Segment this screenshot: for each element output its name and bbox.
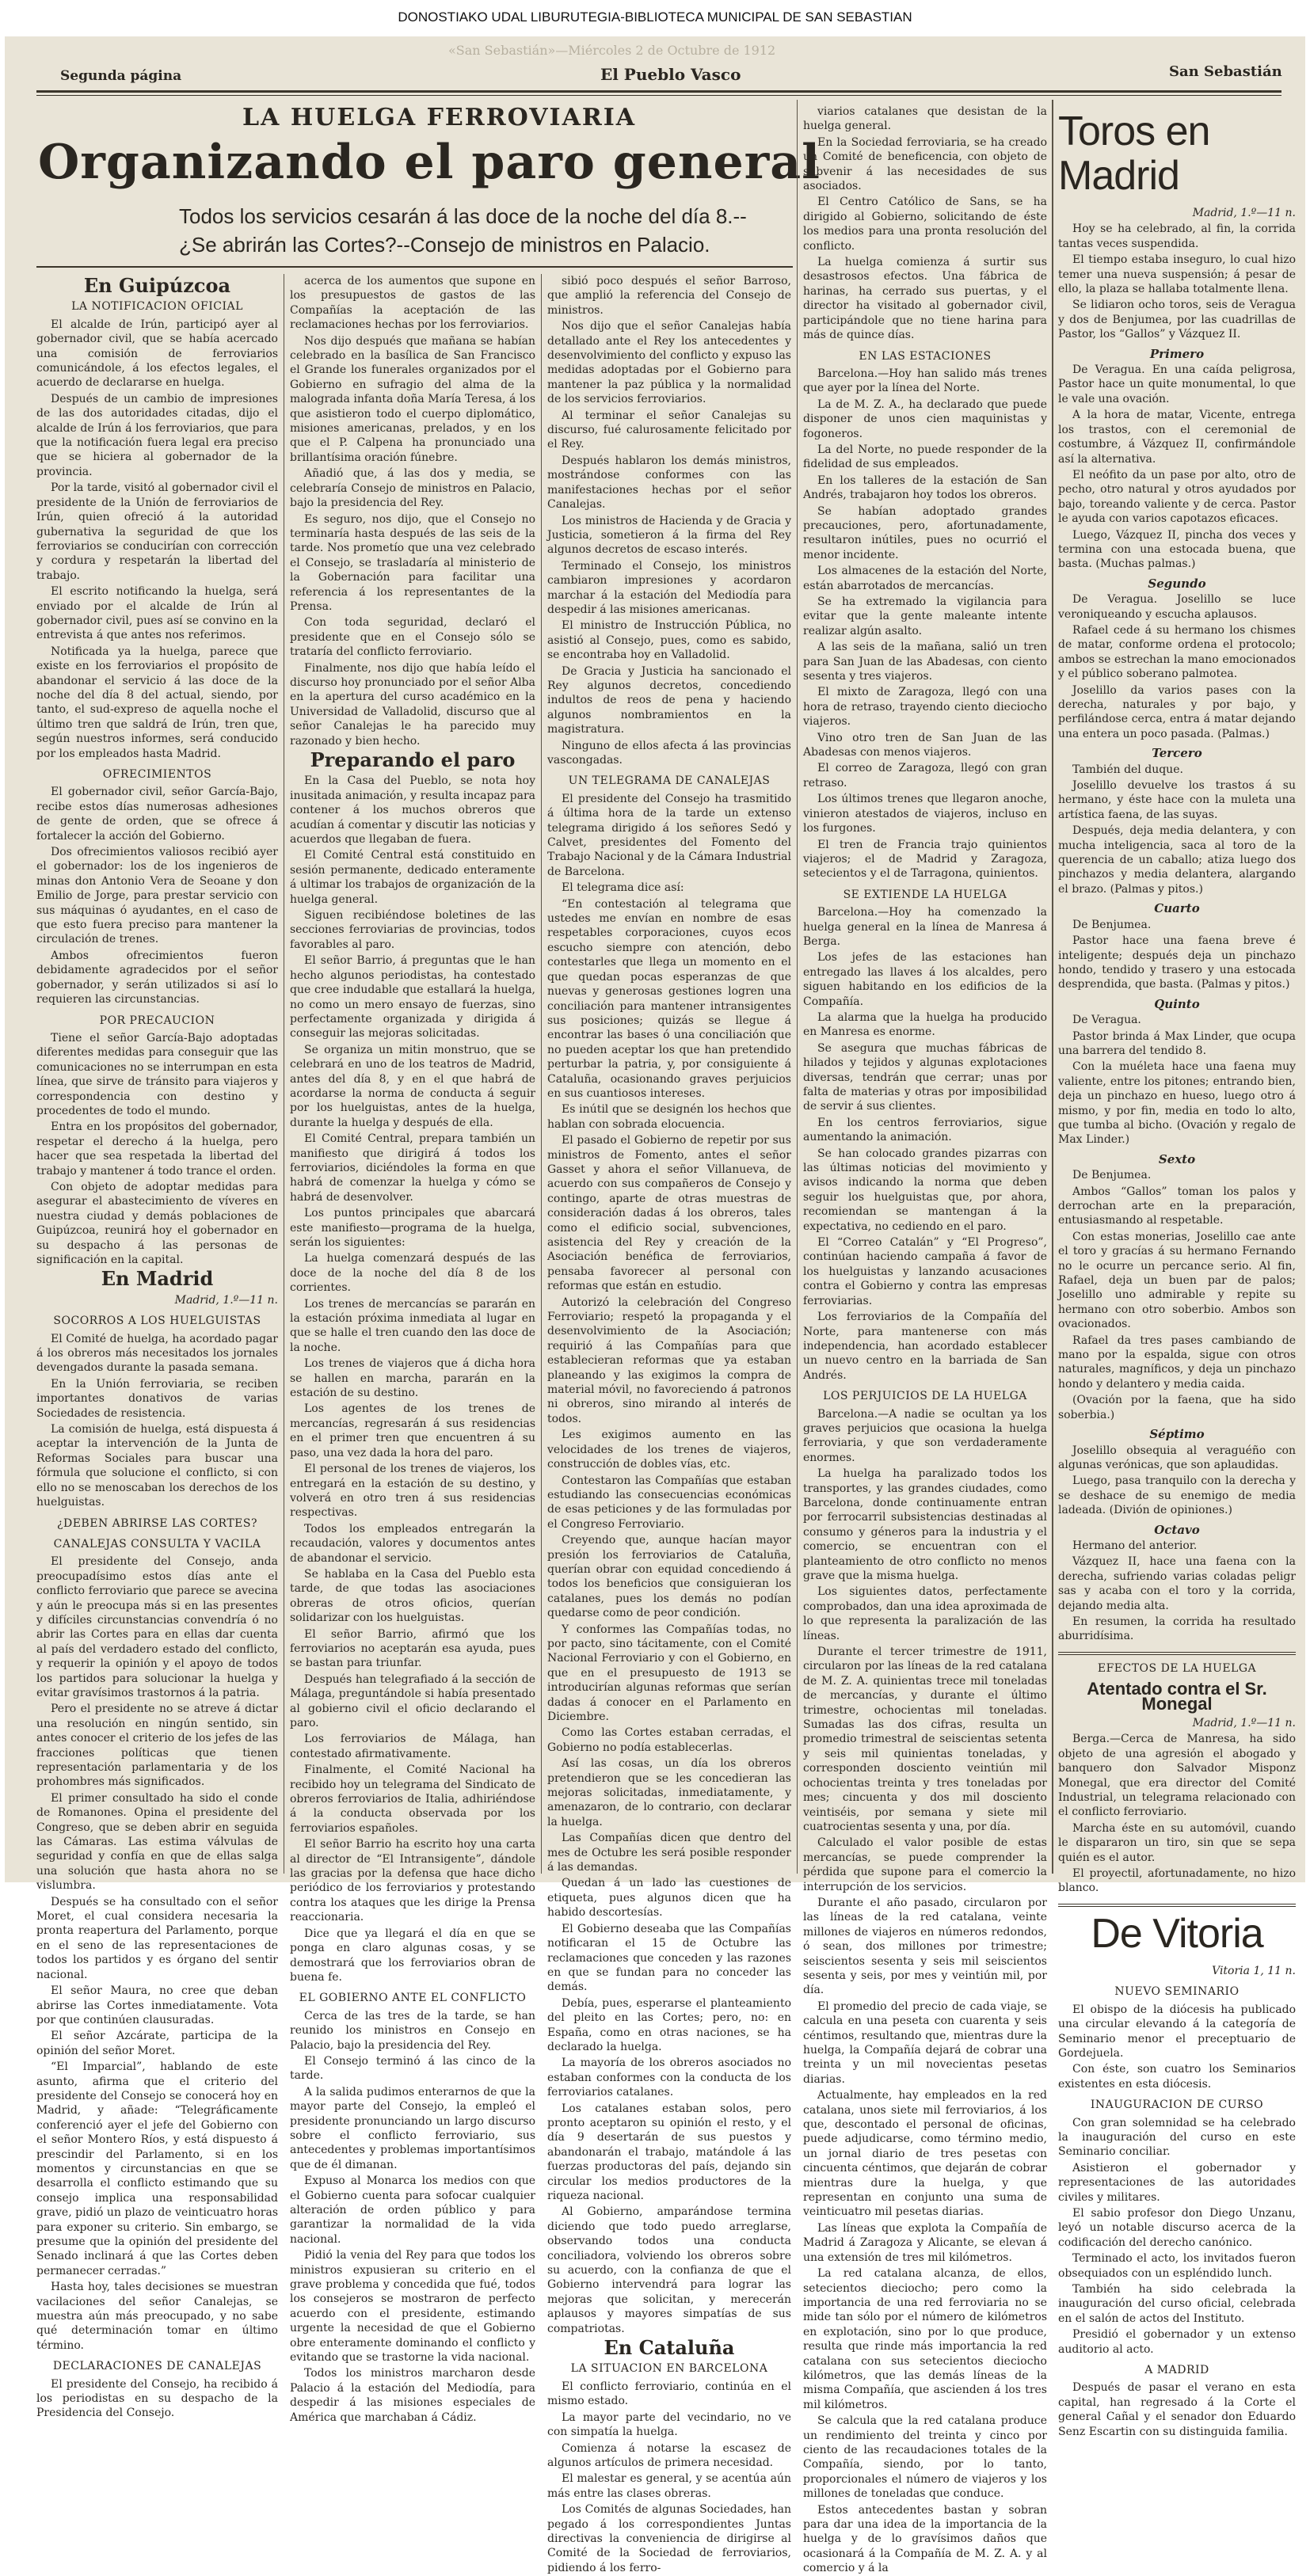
paragraph: Las líneas que explota la Compañía de Madrid á Zaragoza y Alicante, se elevan á una extensión de tres mil kilómetros. [803, 2221, 1047, 2264]
archive-banner: DONOSTIAKO UDAL LIBURUTEGIA-BIBLIOTECA MUNICIPAL DE SAN SEBASTIAN [0, 0, 1310, 35]
dateline: Madrid, 1.º—11 n. [1192, 1717, 1296, 1729]
paragraph: Ambos ofrecimientos fueron debidamente agradecidos por el señor gobernador, y serán utilizados si así lo requieren las circunstancias. [36, 949, 278, 1006]
paragraph: Presidió el gobernador y un extenso auditorio al acto. [1058, 2328, 1296, 2356]
dateline: Madrid, 1.º—11 n. [174, 1293, 278, 1307]
paragraph: Los Comités de algunas Sociedades, han pegado á los correspondientes Juntas directivas la conveniencia de dirigirse al Comité de la Sociedad de ferroviarios, pidiendo á los ferro- [547, 2503, 791, 2574]
paragraph: La huelga comenzará después de las doce de la noche del día 8 de los corrientes. [290, 1252, 535, 1295]
dateline: Madrid, 1.º—11 n. [1192, 207, 1296, 219]
paragraph: Se han colocado grandes pizarras con las últimas noticias del movimiento y avisos indicando la norma que deben seguir los huelguistas que, por ahora, recomiendan se mantengan á la expectativa, no cediendo en el paro. [803, 1147, 1047, 1233]
paragraph: Se asegura que muchas fábricas de hilados y tejidos y algunas explotaciones diversas, tendrán que cerrar; unas por falta de materias y otras por imposibilidad de servir á sus clientes. [803, 1041, 1047, 1113]
paragraph: Y conformes las Compañías todas, no por pacto, sino tácitamente, con el Comité Nacional Ferroviario y con el Gobierno, en que en el presupuesto de 1913 se introducirían algunas reformas que serían dadas á conocer en el Parlamento en Diciembre. [547, 1623, 791, 1723]
paragraph: Como las Cortes estaban cerradas, el Gobierno no podía establecerlas. [547, 1726, 791, 1754]
paragraph: Creyendo que, aunque hacían mayor presión los ferroviarios de Cataluña, querían obrar con equidad concediendo á todos los beneficios que consiguieran los catalanes, pues los demás no podían quedarse como de peor condición. [547, 1534, 791, 1620]
paragraph: Barcelona.—Hoy han salido más trenes que ayer por la línea del Norte. [803, 367, 1047, 395]
paragraph: El obispo de la diócesis ha publicado una circular elevando á la categoría de Seminario menor el preceptuario de Gordejuela. [1058, 2003, 1296, 2060]
paragraph: Añadió que, á las dos y media, se celebraría Consejo de ministros en Palacio, bajo la presidencia del Rey. [290, 467, 535, 510]
paragraph: El primer consultado ha sido el conde de Romanones. Opina el presidente del Congreso, que se deben abrir en seguida las Cámaras. Las estima válvulas de seguridad y confía en que de ellas salga una solución que hasta ahora no se vislumbra. [36, 1791, 278, 1893]
lead-kicker: LA HUELGA FERROVIARIA [242, 104, 637, 131]
paragraph: Hoy se ha celebrado, al fin, la corrida tantas veces suspendida. [1058, 223, 1296, 250]
paragraph: Se hablaba en la Casa del Pueblo esta tarde, de que todas las asociaciones obreras de otros oficios, querían solidarizar con los huelguistas. [290, 1567, 535, 1625]
paragraph: Se organiza un mitin monstruo, que se celebrará en uno de los teatros de Madrid, antes del día 8, y en el que habrá de acordarse la norma de conducta á seguir por los huelguistas, antes de la huelga, durante la huelga y después de ella. [290, 1043, 535, 1129]
paragraph: El Centro Católico de Sans, se ha dirigido al Gobierno, solicitando de éste los medios para una pronta resolución del conflicto. [803, 196, 1047, 253]
paragraph: Finalmente, nos dijo que había leído el discurso hoy pronunciado por el señor Alba en la apertura del curso académico en la Universidad de Valladolid, discurso que al señor Canalejas le ha parecido muy razonado y bien hecho. [290, 661, 535, 748]
paragraph: Vázquez II, hace una faena con la derecha, sufriendo varias coladas peligr sas y acaba con el toro y la corrida, dejando media alta. [1058, 1555, 1296, 1612]
paragraph: El personal de los trenes de viajeros, los entregará en la estación de su destino, y volverá en otro tren á sus residencias respectivas. [290, 1463, 535, 1520]
paragraph: viarios catalanes que desistan de la huelga general. [803, 105, 1047, 133]
paragraph: La mayoría de los obreros asociados no estaban conformes con la conducta de los ferroviarios catalanes. [547, 2057, 791, 2099]
paragraph: Después han telegrafiado á la sección de Málaga, preguntándole si había presentado al gobierno civil el oficio declarando el paro. [290, 1672, 535, 1729]
paragraph: El señor Barrio, á preguntas que le han hecho algunos periodistas, ha contestado que cree indudable que estallará la huelga, no como un mero ensayo de fuerzas, sino perfectamente organizada y dirigida á conseguir las mejoras solicitadas. [290, 954, 535, 1041]
paragraph: Los trenes de viajeros que á dicha hora se hallen en marcha, pararán en la estación de su destino. [290, 1357, 535, 1400]
paragraph: Al Gobierno, amparándose termina diciendo que todo puedo arreglarse, observando todos una conducta conciliadora, volviendo los obreros sobre su acuerdo, con la confianza de que el Gobierno intervendrá para lograr las mejoras que solicitan, y merecerán aplausos y mayores simpatías de sus compatriotas. [547, 2205, 791, 2335]
section-heading-vitoria: De Vitoria [1091, 1910, 1263, 1957]
header-ghost-text: «San Sebastián»—Miércoles 2 de Octubre de 1912 [448, 43, 776, 58]
lead-deck-2: ¿Se abrirán las Cortes?--Consejo de ministros en Palacio. [179, 233, 710, 257]
section-heading: Preparando el paro [310, 748, 516, 771]
paragraph: El presidente del Consejo, ha recibido á los periodistas en su despacho de la Presidencia del Consejo. [36, 2377, 278, 2420]
paragraph: Los jefes de las estaciones han entregado las llaves á los alcaldes, pero siguen habitando en los edificios de la Compañía. [803, 951, 1047, 1008]
paragraph: Los trenes de mercancías se pararán en la estación próxima inmediata al lugar en que se halle el tren cuando den las doce de la noche. [290, 1297, 535, 1354]
section-heading: En Guipúzcoa [83, 274, 231, 297]
paragraph: La mayor parte del vecindario, no ve con simpatía la huelga. [547, 2410, 791, 2439]
paragraph: Nos dijo después que mañana se habían celebrado en la basílica de San Francisco el Grande los funerales organizados por el Gobierno en sufragio del alma de la malograda infanta doña María Teresa, á los que asistieron todo el cuerpo diplomático, misiones americanas, prelados, y en los que el P. Calpena ha pronunciado una brillantísima oración fúnebre. [290, 334, 535, 464]
subheading: OFRECIMIENTOS [102, 768, 212, 781]
paragraph: Ambos “Gallos” toman los palos y derrochan arte en la preparación, entusiasmando al respetable. [1058, 1185, 1296, 1227]
paragraph: A la salida pudimos enterarnos de que la mayor parte del Consejo, la empleó el presidente pronunciando un largo discurso sobre el conflicto ferroviario, sus antecedentes y problemas importantísimos que de él dimanan. [290, 2085, 535, 2171]
paragraph: Ninguno de ellos afecta á las provincias vascongadas. [547, 739, 791, 767]
paragraph: Se lidiaron ocho toros, seis de Veragua y dos de Benjumea, por las cuadrillas de Pastor, los “Gallos” y Vázquez II. [1058, 299, 1296, 341]
section-divider [1058, 1904, 1296, 1907]
paragraph: Con estas monerias, Joselillo cae ante el toro y gracías á su hermano Fernando no le ocurre un percance serio. Al fin, Rafael, deja un buen par de palos; Joselillo uno admirable y repite su hermano con otro soberbio. Ambos son ovacionados. [1058, 1230, 1296, 1331]
paragraph: Asistieron el gobernador y representaciones de las autoridades civiles y militares. [1058, 2161, 1296, 2204]
paragraph: Todos los ministros marcharon desde Palacio á la estación del Mediodía, para despedir á las misiones especiales de América que marchaban á Cádiz. [290, 2367, 535, 2424]
subheading: CANALEJAS CONSULTA Y VACILA [53, 1537, 261, 1551]
column-2 [290, 274, 535, 2424]
paragraph: Es inútil que se designén los hechos que hablan con sobrada elocuencia. [547, 1103, 791, 1131]
header-rule [36, 90, 1281, 93]
paragraph: Finalmente, el Comité Nacional ha recibido hoy un telegrama del Sindicato de obreros ferroviarios de Italia, adhiriéndose á la conducta observada por los ferroviarios españoles. [290, 1764, 535, 1835]
paragraph: Los agentes de los trenes de mercancías, regresarán á sus residencias en el primer tren que encuentren á su paso, una vez dada la hora del paro. [290, 1402, 535, 1459]
paragraph: Todos los empleados entregarán la recaudación, valores y documentos antes de abandonar el servicio. [290, 1522, 535, 1565]
paragraph: Berga.—Cerca de Manresa, ha sido objeto de una agresión el abogado y banquero don Salvador Misponz Monegal, que era director del Comité Industrial, un telegrama relacionado con el conflicto ferroviario. [1058, 1733, 1296, 1819]
paragraph: Comienza á notarse la escasez de algunos artículos de primera necesidad. [547, 2441, 791, 2469]
subheading: LA SITUACION EN BARCELONA [570, 2362, 768, 2376]
paragraph: Durante el tercer trimestre de 1911, circularon por las líneas de la red catalana de M. Z. A. quinientas trece mil toneladas de mercancías, y durante el último trimestre, ochocientas mil toneladas. Sumadas las dos cifras, resulta un promedio trimestral de seiscientas setenta y seis mil quinientas toneladas, y corresponden dosciento veintiún mil ochocientas treinta y tres toneladas por mes; cincuenta y dos mil dosciento veintiséis, por semana y siete mil cuatrocientas sesenta y una, por día. [803, 1646, 1047, 1833]
paragraph: Joselillo devuelve los trastos á su hermano, y éste hace con la muleta una artística faena, de las suyas. [1058, 779, 1296, 821]
subheading: EL GOBIERNO ANTE EL CONFLICTO [299, 1992, 527, 2005]
paragraph: La de M. Z. A., ha declarado que puede disponer de unos cien maquinistas y fogoneros. [803, 398, 1047, 440]
paragraph: “El Imparcial”, hablando de este asunto, afirma que el criterio del presidente del Consejo se conocerá hoy en Madrid, y añade: “Telegráficamente conferenció ayer el jefe del Gobierno con el señor Montero Ríos, y está dispuesto á prescindir del Parlamento, si en los momentos y circunstancias en que se desarrolla el conflicto estimando que su consejo implica una responsabilidad grave, pidió un plazo de veinticuatro horas para exponer su criterio. Sin embargo, se presume que la opinión del presidente del Senado inclinará á que las Cortes deben permanecer cerradas.” [36, 2060, 278, 2277]
paragraph: El Gobierno deseaba que las Compañías notificaran el 15 de Octubre las reclamaciones que conceden y las razones en que se fundan para no conceder las demás. [547, 1922, 791, 1994]
subheading: LA NOTIFICACION OFICIAL [71, 300, 243, 314]
paragraph: Dice que ya llegará el día en que se ponga en claro algunas cosas, y se demostrará que los ferroviarios obran de buena fe. [290, 1927, 535, 1984]
subheading: LOS PERJUICIOS DE LA HUELGA [823, 1390, 1027, 1403]
paragraph: El correo de Zaragoza, llegó con gran retraso. [803, 762, 1047, 790]
paragraph: Notificada ya la huelga, parece que existe en los ferroviarios el propósito de abandonar el servicio á las doce de la noche del día 8 del actual, siendo, por tanto, el sud-expreso de aquella noche el último tren que saldrá de Irún, tren que, según nuestros informes, será conducido por los empleados hasta Madrid. [36, 645, 278, 760]
paragraph: Los ferroviarios de Málaga, han contestado afirmativamente. [290, 1733, 535, 1760]
column-rule [1052, 100, 1053, 1874]
paragraph: La red catalana alcanza, de ellos, setecientos dieciocho; pero como la importancia de una red ferroviaria no se mide tan sólo por el número de kilómetros en explotación, sino por lo que produce, resulta que rinde más importancia la red catalana con sus setecientos dieciocho kilómetros, que las demás líneas de la misma Compañía, que ascienden á los tres mil kilómetros. [803, 2267, 1047, 2411]
paragraph: Joselillo da varios pases con la derecha, naturales y por bajo, y perfilándose cerca, entra á matar dejando una entera un poco pasada. (Palmas.) [1058, 683, 1296, 740]
paragraph: Con toda seguridad, declaró el presidente que en el Consejo sólo se trataría del conflicto ferroviario. [290, 616, 535, 659]
paragraph: También ha sido celebrada la inauguración del curso oficial, celebrada en el salón de actos del Instituto. [1058, 2283, 1296, 2325]
subheading: EFECTOS DE LA HUELGA [1097, 1661, 1257, 1675]
paragraph: El Comité de huelga, ha acordado pagar á los obreros más necesitados los jornales devengados durante la pasada semana. [36, 1332, 278, 1375]
column-3 [547, 274, 791, 2574]
paragraph: “En contestación al telegrama que ustedes me envían en nombre de esas respetables corporaciones, cuyos ecos escucho siempre con atención, debo contestarles que llega un momento en el que quedan pocas esperanzas de que nuevas y generosas gestiones logren una conciliación para mantener intransigentes sus posiciones; quizás se llegue á encontrar las bases ó una conciliación que no pueden aceptar los que han pretendido perturbar la patria, y, por consiguiente á Cataluña, ocasionando graves perjuicios en sus cuantiosos intereses. [547, 897, 791, 1100]
paragraph: El Consejo terminó á las cinco de la tarde. [290, 2054, 535, 2083]
paragraph: El tiempo estaba inseguro, lo cual hizo temer una nueva suspensión; á pesar de ello, la plaza se hallaba totalmente llena. [1058, 253, 1296, 296]
paragraph: Pidió la venia del Rey para que todos los ministros expusieran su criterio en el grave problema y concedida que fué, todos los consejeros se mostraron de perfecto acuerdo con el presidente, estimando urgente la necesidad de que el Gobierno obre enteramente dominando el conflicto y evitando que se trastorne la vida nacional. [290, 2249, 535, 2365]
paragraph: Hermano del anterior. [1072, 1539, 1198, 1552]
paragraph: Quedan á un lado las cuestiones de etiqueta, pues algunos dicen que ha habido descortesías. [547, 1877, 791, 1920]
paragraph: Por la tarde, visitó al gobernador civil el presidente de la Unión de ferroviarios de Irún, quien ofreció á la autoridad gubernativa la seguridad de que los ferroviarios se conducirían con corrección y cordura y respetarán la libertad del trabajo. [36, 481, 278, 582]
paragraph: Con éste, son cuatro los Seminarios existentes en esta diócesis. [1058, 2063, 1296, 2091]
bull-heading: Octavo [1154, 1522, 1200, 1537]
paragraph: Joselillo obsequia al veraguéño con algunas verónicas, que son aplaudidas. [1058, 1444, 1296, 1471]
paragraph: Pastor brinda á Max Linder, que ocupa una barrera del tendido 8. [1058, 1029, 1296, 1057]
column-rule [797, 100, 798, 1874]
paragraph: Pero el presidente no se atreve á dictar una resolución en ningún sentido, sin antes conocer el criterio de los jefes de las fracciones políticas que tienen representación parlamentaria y de los prohombres más significados. [36, 1703, 278, 1789]
paragraph: Barcelona.—A nadie se ocultan ya los graves perjuicios que ocasiona la huelga ferroviaria, y que son verdaderamente enormes. [803, 1407, 1047, 1464]
paragraph: La comisión de huelga, está dispuesta á aceptar la intervención de la Junta de Reformas Sociales para buscar una fórmula que solucione el conflicto, si con ello no se menoscaban los derechos de los huelguistas. [36, 1423, 278, 1509]
paragraph: Siguen recibiéndose boletines de las secciones ferroviarias de provincias, todos favorables al paro. [290, 909, 535, 951]
paragraph: Es seguro, nos dijo, que el Consejo no terminaría hasta después de las seis de la tarde. Nos prometío que una vez celebrado el Consejo, se trasladaría al ministerio de la Gobernación para facilitar una referencia á los representantes de la Prensa. [290, 512, 535, 613]
paragraph: Barcelona.—Hoy ha comenzado la huelga general en la línea de Manresa á Berga. [803, 906, 1047, 948]
paragraph: El telegrama dice así: [562, 881, 684, 895]
paragraph: El proyectil, afortunadamente, no hizo blanco. [1058, 1867, 1296, 1895]
paragraph: De Veragua. [1072, 1014, 1141, 1027]
paragraph: Después se ha consultado con el señor Moret, el cual considera necesaria la pronta reapertura del Parlamento, porque en el seno de las representaciones de todos los partidos y es órgano del sentir nacional. [36, 1895, 278, 1981]
subheading: SE EXTIENDE LA HUELGA [843, 888, 1007, 901]
page-header [5, 36, 1305, 98]
paragraph: De Benjumea. [1072, 918, 1152, 931]
paragraph: El ministro de Instrucción Pública, no asistió al Consejo, pues, como es sabido, se encontraba hoy en Valladolid. [547, 619, 791, 662]
paragraph: Les exigimos aumento en las velocidades de los trenes de viajeros, construcción de dobles vías, etc. [547, 1429, 791, 1471]
paragraph: En la Unión ferroviaria, se reciben importantes donativos de varias Sociedades de resistencia. [36, 1377, 278, 1420]
paragraph: Cerca de las tres de la tarde, se han reunido los ministros en Consejo en Palacio, bajo la presidencia del Rey. [290, 2009, 535, 2052]
paragraph: Debía, pues, esperarse el planteamiento del pleito en las Cortes; pero, no: en España, como en otras naciones, se ha declarado la huelga. [547, 1996, 791, 2053]
paragraph: Después de un cambio de impresiones de las dos autoridades citadas, dijo el alcalde de Irún á los ferroviarios, que para que la notificación fuera legal era preciso que se hiciera al gobernador de la provincia. [36, 392, 278, 478]
newspaper-page [5, 36, 1305, 2575]
paragraph: En los centros ferroviarios, sigue aumentando la animación. [803, 1116, 1047, 1144]
paragraph: Así las cosas, un día los obreros pretendieron que se les concedieran las mejoras solicitadas, inmediatamente, y amenazaron, de lo contrario, con declarar la huelga. [547, 1757, 791, 1828]
lead-headline: Organizando el paro general [38, 135, 821, 190]
paragraph: El señor Maura, no cree que deban abrirse las Cortes inmediatamente. Vota por que continúen clausuradas. [36, 1984, 278, 2026]
paragraph: Luego, Vázquez II, pincha dos veces y termina con una estocada buena, que basta. (Muchas palmas.) [1058, 528, 1296, 571]
paragraph: Después, deja media delantera, y con mucha inteligencia, saca al toro de la querencia de un caballo; atiza luego dos pinchazos y media delantera, alargando el brazo. (Palmas y pitos.) [1058, 824, 1296, 896]
paragraph: Hasta hoy, tales decisiones se muestran vacilaciones del señor Canalejas, se muestra aún más preocupado, y no sabe qué determinación tomar en último término. [36, 2281, 278, 2352]
paragraph: El señor Azcárate, participa de la opinión del señor Moret. [36, 2030, 278, 2057]
paragraph: Se ha extremado la vigilancia para evitar que la gente maleante intente realizar algún asalto. [803, 595, 1047, 637]
column-rule [541, 274, 542, 1874]
paragraph: De Gracia y Justicia ha sancionado el Rey algunos decretos, concediendo indultos de reos de pena y haciendo algunos nombramientos en la magistratura. [547, 664, 791, 736]
paragraph: Estos antecedentes bastan y sobran para dar una idea de la importancia de la huelga y de lo gravísimos daños que ocasionará á la Compañía de M. Z. A. y al comercio y á la [803, 2503, 1047, 2575]
paragraph: El presidente del Consejo ha trasmitido á última hora de la tarde un extenso telegrama dirigido á los señores Sedó y Calvet, presidentes del Fomento del Trabajo Nacional y de la Cámara Industrial de Barcelona. [547, 792, 791, 878]
paragraph: En la Sociedad ferroviaria, se ha creado un Comité de beneficencia, con objeto de subvenir á las necesidades de sus asociados. [803, 135, 1047, 193]
paragraph: En la Casa del Pueblo, se nota hoy inusitada animación, y resulta incapaz para contener á los muchos obreros que acudían á comentar y discutir las noticias y acuerdos que llegaban de fuera. [290, 774, 535, 847]
paragraph: El sabio profesor don Diego Unzanu, leyó un notable discurso acerca de la codificación del derecho canónico. [1058, 2206, 1296, 2249]
paragraph: Terminado el Consejo, los ministros cambiaron impresiones y acordaron marchar á la estación del Mediodía para despedir á las misiones americanas. [547, 559, 791, 616]
paragraph: El Comité Central está constituido en sesión permanente, dedicado enteramente á ultimar los trabajos de organización de la huelga general. [290, 849, 535, 906]
paragraph: El presidente del Consejo, anda preocupadísimo estos días ante el conflicto ferroviario que parece se avecina y aún le preocupa más si en las presentes y difíciles circunstancias convendría ó no abrir las Cortes para en ellas dar cuenta al país del verdadero estado del conflicto, y requerir la opinión y el apoyo de todos los partidos para solucionar la huelga y evitar gravísimos trastornos á la patria. [36, 1555, 278, 1699]
paragraph: También del duque. [1072, 763, 1183, 776]
section-heading: En Madrid [101, 1267, 214, 1291]
paragraph: El neófito da un pase por alto, otro de pecho, otro natural y otros ayudados por bajo, toreando valiente y de cerca. Pastor le ayuda con varios capotazos eficaces. [1058, 468, 1296, 526]
paragraph: Se habían adoptado grandes precauciones, pero, afortunadamente, resultaron inútiles, pues no ocurrió el menor incidente. [803, 504, 1047, 561]
paragraph: Autorizó la celebración del Congreso Ferroviario; respetó la propaganda y el desenvolvimiento de la Asociación; requirió á las Compañías para que establecieran reformas que ya estaban planeando y las exigimos la compra de material móvil, no favoreciendo á patronos ni obreros, sino mirando al interés de todos. [547, 1296, 791, 1425]
paragraph: Contestaron las Compañías que estaban estudiando las consecuencias económicas de esas peticiones y de las formuladas por el Congreso Ferroviario. [547, 1474, 791, 1531]
paragraph: Expuso al Monarca los medios con que el Gobierno cuenta para sofocar cualquier alteración de orden público y para garantizar la normalidad de la vida nacional. [290, 2175, 535, 2246]
paragraph: Con gran solemnidad se ha celebrado la inauguración del curso en este Seminario conciliar. [1058, 2116, 1296, 2159]
paragraph: sibió poco después el señor Barroso, que amplió la referencia del Consejo de ministros. [547, 275, 791, 317]
paragraph: El mixto de Zaragoza, llegó con una hora de retraso, trayendo ciento dieciocho viajeros. [803, 686, 1047, 729]
bull-heading: Quinto [1154, 996, 1200, 1011]
paragraph: Los almacenes de la estación del Norte, están abarrotados de mercancías. [803, 565, 1047, 592]
dateline: Vitoria 1, 11 n. [1212, 1964, 1296, 1977]
paragraph: La huelga comienza á surtir sus desastrosos efectos. Una fábrica de harinas, ha cerrado sus puertas, y el director ha visitado al gobernador civil, participándole que no tiene harina para más de quince días. [803, 256, 1047, 342]
paragraph: En los talleres de la estación de San Andrés, trabajaron hoy todos los obreros. [803, 474, 1047, 502]
paragraph: El conflicto ferroviario, continúa en el mismo estado. [547, 2380, 791, 2408]
paragraph: Dos ofrecimientos valiosos recibió ayer el gobernador: los de los ingenieros de minas don Antonio Vera de Seoane y don Emilio de Jorge, para prestar servicio con sus máquinas ó ayudantes, en el caso de que esto fuera preciso para mantener la circulación de trenes. [36, 846, 278, 946]
subheading: NUEVO SEMINARIO [1114, 1985, 1240, 1999]
subheading: UN TELEGRAMA DE CANALEJAS [568, 774, 771, 788]
paragraph: (Ovación por la faena, que ha sido soberbia.) [1058, 1394, 1296, 1421]
paragraph: Rafael cede á su hermano los chismes de matar, conforme ordena el protocolo; ambos se estrechan la mano emocionados y el público soberano palmotea. [1058, 623, 1296, 681]
masthead: El Pueblo Vasco [600, 65, 741, 84]
paragraph: El malestar es general, y se acentúa aún más entre las clases obreras. [547, 2472, 791, 2500]
paragraph: Después de pasar el verano en esta capital, han regresado á la Corte el general Cañal y el senador don Eduardo Senz Escartin con su distinguida familia. [1058, 2381, 1296, 2438]
paragraph: Durante el año pasado, circularon por las líneas de la red catalana, veinte millones de viajeros en números redondos, ó sean, dos millones por trimestre; seiscientos sesenta y seis mil seiscientos sesenta y seis, por mes y veintiún mil, por día. [803, 1896, 1047, 1997]
paragraph: A las seis de la mañana, salió un tren para San Juan de las Abadesas, con ciento sesenta y tres viajeros. [803, 641, 1047, 683]
paragraph: El alcalde de Irún, participó ayer al gobernador civil, que se había acercado una comisión de ferroviarios comunicándole, á los efectos legales, el acuerdo de declararse en huelga. [36, 318, 278, 390]
subheading: A MADRID [1144, 2364, 1209, 2377]
paragraph: El Comité Central, prepara también un manifiesto que dirigirá á todos los ferroviarios, diciéndoles la forma en que habrá de comenzar la huelga y cómo se habrá de desenvolver. [290, 1132, 535, 1204]
paragraph: De Benjumea. [1072, 1169, 1152, 1182]
paragraph: El escrito notificando la huelga, será enviado por el alcalde de Irún al gobernador civil, pues así se convino en la entrevista á que antes nos referimos. [36, 585, 278, 642]
page-number: Segunda página [60, 68, 182, 84]
bull-heading: Séptimo [1149, 1427, 1205, 1442]
subheading: INAUGURACION DE CURSO [1090, 2098, 1264, 2112]
bull-heading: Primero [1149, 346, 1205, 361]
paragraph: El tren de Francia trajo quinientos viajeros; el de Madrid y Zaragoza, setecientos y el de Tarragona, quinientos. [803, 838, 1047, 881]
paragraph: Vino otro tren de San Juan de las Abadesas con menos viajeros. [803, 731, 1047, 759]
paragraph: Al terminar el señor Canalejas su discurso, fué calurosamente felicitado por el Rey. [547, 409, 791, 451]
paragraph: Con objeto de adoptar medidas para asegurar el abastecimiento de víveres en nuestra ciudad y demás poblaciones de Guipúzcoa, reunirá hoy el gobernador en su despacho á las personas de significación en la capital. [36, 1180, 278, 1266]
paragraph: Nos dijo que el señor Canalejas había detallado ante el Rey los antecedentes y desenvolvimiento del conflicto y expuso las medidas adoptadas por el Gobierno para mantener la paz pública y la normalidad de los servicios ferroviarios. [547, 320, 791, 406]
subheading: ¿DEBEN ABRIRSE LAS CORTES? [56, 1516, 258, 1530]
subheading: EN LAS ESTACIONES [859, 349, 992, 363]
bull-heading: Tercero [1152, 746, 1202, 761]
column-1 [36, 274, 278, 2420]
lead-rule [36, 266, 793, 268]
paragraph: La alarma que la huelga ha producido en Manresa es enorme. [803, 1010, 1047, 1039]
paragraph: Calculado el valor posible de estas mercancías, se puede comprender la pérdida que supone para el comercio la interrupción de los servicios. [803, 1836, 1047, 1893]
section-divider [1058, 1652, 1296, 1655]
paragraph: Luego, pasa tranquilo con la derecha y se deshace de su enemigo de media ladeada. (Divión de opiniones.) [1058, 1474, 1296, 1517]
subheading: SOCORROS A LOS HUELGUISTAS [53, 1315, 261, 1328]
header-city: San Sebastián [1169, 63, 1282, 80]
paragraph: Entra en los propósitos del gobernador, respetar el derecho á la huelga, pero hacer que sea respetada la libertad del trabajo y mantener á todo trance el orden. [36, 1121, 278, 1178]
paragraph: El “Correo Catalán” y “El Progreso”, continúan haciendo campaña á favor de los huelguistas y lanzando acusaciones contra el Gobierno y contra las empresas ferroviarias. [803, 1236, 1047, 1307]
paragraph: El pasado el Gobierno de repetir por sus ministros de Fomento, antes el señor Gasset y ahora el señor Villanueva, de acuerdo con sus compañeros de Consejo y contingo, aparte de otras muestras de consideración dadas á los obreros, tales como el edificio social, subvenciones, asistencia del Rey y creación de la Asociación benéfica de ferroviarios, pensaba favorecer al personal con reformas que están en estudio. [547, 1134, 791, 1293]
paragraph: De Veragua. Joselillo se luce veroniqueando y escucha aplausos. [1058, 593, 1296, 621]
paragraph: En resumen, la corrida ha resultado aburridísima. [1058, 1615, 1296, 1643]
column-4 [803, 105, 1047, 2575]
paragraph: Después hablaron los demás ministros, mostrándose conformes con las manifestaciones hechas por el señor Canalejas. [547, 454, 791, 512]
paragraph: acerca de los aumentos que supone en los presupuestos de gastos de las Compañías la aceptación de las reclamaciones hechas por los ferroviarios. [290, 275, 535, 332]
paragraph: Los ferroviarios de la Compañía del Norte, para mantenerse con más independencia, han acordado establecer un nuevo centro en la barriada de San Andrés. [803, 1311, 1047, 1382]
paragraph: El señor Barrio ha escrito hoy una carta al director de “El Intransigente”, dándole las gracias por la defensa que hace dicho periódico de los ferroviarios y protestando contra los ataques que les dirige la Prensa reaccionaria. [290, 1838, 535, 1924]
lead-deck-1: Todos los servicios cesarán á las doce de la noche del día 8.-- [179, 204, 747, 228]
paragraph: Los catalanes estaban solos, pero pronto aceptaron su opinión el resto, y el día 9 desertarán de sus puestos y abandonarán el trabajo, matándole á las fuerzas productoras del país, dejando sin circular los medios productores de la riqueza nacional. [547, 2102, 791, 2202]
paragraph: Las Compañías dicen que dentro del mes de Octubre les será posible responder á las demandas. [547, 1832, 791, 1874]
column-5 [1058, 105, 1296, 2438]
bull-heading: Segundo [1148, 576, 1206, 591]
subheading: POR PRECAUCION [99, 1014, 215, 1027]
section-heading: En Cataluña [604, 2336, 735, 2360]
paragraph: De Veragua. En una caída peligrosa, Pastor hace un quite monumental, lo que le vale una ovación. [1058, 363, 1296, 405]
paragraph: Terminado el acto, los invitados fueron obsequiados con un espléndido lunch. [1058, 2252, 1296, 2280]
paragraph: Tiene el señor García-Bajo adoptadas diferentes medidas para conseguir que las comunicaciones no se interrumpan en esta línea, que sirve de tránsito para viajeros y correspondencia con destino y procedentes de todo el mundo. [36, 1031, 278, 1117]
paragraph: Rafael da tres pases cambiando de mano por la espalda, sigue con otros naturales, magníficos, y deja un pinchazo hondo y delantero y media caida. [1058, 1334, 1296, 1391]
paragraph: La del Norte, no puede responder de la fidelidad de sus empleados. [803, 443, 1047, 471]
subheading: DECLARACIONES DE CANALEJAS [52, 2360, 262, 2373]
section-heading-toros: Toros en Madrid [1058, 108, 1210, 199]
paragraph: Los últimos trenes que llegaron anoche, vinieron atestados de viajeros, incluso en los furgones. [803, 793, 1047, 835]
header-rule-thin [36, 95, 1281, 96]
paragraph: Marcha éste en su automóvil, cuando le dispararon un tiro, sin que se sepa quién es el autor. [1058, 1821, 1296, 1864]
paragraph: Los siguientes datos, perfectamente comprobados, dan una idea aproximada de lo que representa la paralización de las líneas. [803, 1585, 1047, 1642]
paragraph: El promedio del precio de cada viaje, se calcula en una peseta con cuarenta y seis céntimos, resultando que, mientras dure la huelga, la Compañía dejará de cobrar una treinta y un mil novecientas pesetas diarias. [803, 2000, 1047, 2086]
paragraph: Se calcula que la red catalana produce un rendimiento del treinta y cinco por ciento de las recaudaciones totales de la Compañía, siendo, por lo tanto, proporcionales el número de viajeros y los millones de toneladas que conduce. [803, 2414, 1047, 2501]
section-heading-atentado: Atentado contra el Sr. Monegal [1087, 1679, 1267, 1714]
paragraph: Con la muéleta hace una faena muy valiente, entre los pitones; entrando bien, deja un pinchazo en hueso, luego otro á mismo, y por fin, media en todo lo alto, que tumba al bicho. (Ovación y regalo de Max Linder.) [1058, 1060, 1296, 1147]
paragraph: Los ministros de Hacienda y de Gracia y Justicia, sometieron á la firma del Rey algunos decretos de escaso interés. [547, 514, 791, 557]
paragraph: Los puntos principales que abarcará este manifiesto—programa de la huelga, serán los siguientes: [290, 1207, 535, 1249]
paragraph: Actualmente, hay empleados en la red catalana, unos siete mil ferroviarios, á los que, descontado el personal de oficinas, puede adjudicarse, como término medio, un jornal diario de tres pesetas con cincuenta céntimos, que dejarán de cobrar mientras dure la huelga, y que representan en conjunto una suma de veinticuatro mil pesetas diarias. [803, 2089, 1047, 2219]
paragraph: Pastor hace una faena breve é inteligente; después deja un pinchazo hondo, tendido y trasero y una estocada desprendida, que basta. (Palmas y pitos.) [1058, 934, 1296, 991]
bull-heading: Sexto [1158, 1151, 1196, 1166]
paragraph: La huelga ha paralizado todos los transportes, y las grandes ciudades, como Barcelona, donde continuamente entran por ferrocarril subsistencias destinadas al consumo y géneros para la industria y el comercio, se encuentran con el planteamiento de otro conflicto no menos grave que la misma huelga. [803, 1467, 1047, 1582]
paragraph: El señor Barrio, afirmó que los ferroviarios no aceptarán esa ayuda, pues se bastan para triunfar. [290, 1627, 535, 1670]
bull-heading: Cuarto [1154, 901, 1200, 916]
paragraph: El gobernador civil, señor García-Bajo, recibe estos días numerosas adhesiones de gente de orden, que se ofrece á fortalecer la acción del Gobierno. [36, 786, 278, 843]
paragraph: A la hora de matar, Vicente, entrega los trastos, con el ceremonial de costumbre, á Vázquez II, confirmándole así la alternativa. [1058, 409, 1296, 466]
